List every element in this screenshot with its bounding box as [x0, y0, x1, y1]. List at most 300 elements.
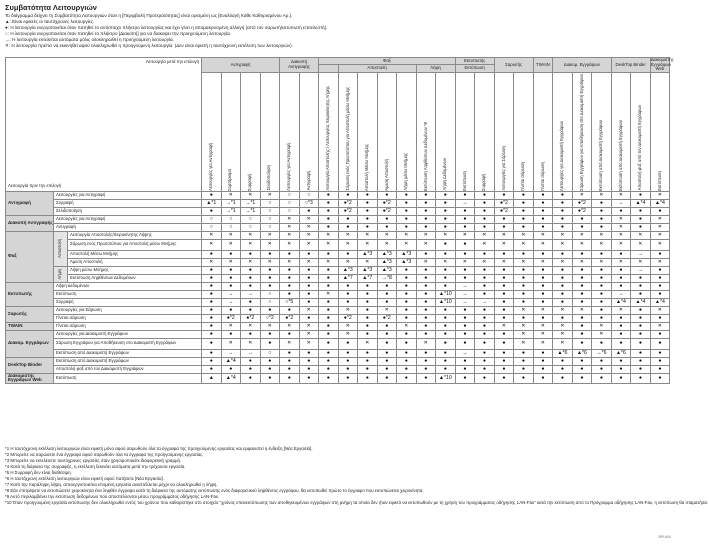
- compatibility-cell: ●: [533, 223, 553, 231]
- compatibility-cell: ✕: [650, 258, 670, 266]
- compatibility-cell: ●: [572, 357, 592, 365]
- column-header-label: Σάρωση Εγγράφου για Αποθήκευση στο Διακομιστή Εγγράφων: [578, 73, 584, 191]
- compatibility-cell: ●: [416, 365, 436, 373]
- compatibility-cell: ✕: [280, 231, 300, 239]
- table-row: [6, 290, 670, 298]
- compatibility-cell: ●: [455, 314, 475, 322]
- compatibility-cell: ✕: [553, 338, 573, 349]
- compatibility-cell: ●: [650, 314, 670, 322]
- compatibility-cell: ✕: [533, 239, 553, 250]
- compatibility-cell: ✕: [241, 191, 261, 199]
- compatibility-cell: ●: [650, 282, 670, 290]
- compatibility-cell: ●: [221, 250, 241, 258]
- compatibility-cell: ●: [514, 215, 534, 223]
- compatibility-cell: ●: [592, 290, 612, 298]
- legend-open-circle: ○: Η λειτουργία ενεργοποιείται όταν πατηθεί το πλήκτρο [Διακοπή] για να διακοψει την προηγούμενη λειτουργία.: [5, 31, 232, 37]
- compatibility-cell: ●: [358, 330, 378, 338]
- compatibility-cell: ●: [416, 290, 436, 298]
- compatibility-cell: ●: [475, 266, 495, 274]
- compatibility-cell: ●: [455, 250, 475, 258]
- compatibility-cell: ●: [202, 191, 222, 199]
- compatibility-cell: ●: [319, 349, 339, 357]
- compatibility-cell: ●: [358, 306, 378, 314]
- compatibility-cell: ▲*6: [611, 349, 631, 357]
- compatibility-cell: ●: [514, 191, 534, 199]
- compatibility-cell: ●: [377, 357, 397, 365]
- compatibility-cell: ✕: [241, 338, 261, 349]
- column-header-label: Λειτουργία Αποστολής / Λειτουργίας Χειροκίνητης Λήψης: [325, 86, 330, 191]
- column-subgroup-header: Λήψη: [416, 65, 455, 72]
- compatibility-cell: ●: [260, 365, 280, 373]
- column-header-label: Συρραφή: [246, 173, 252, 191]
- compatibility-cell: ●: [436, 207, 456, 215]
- footnote: *5 Η Συρραφή δεν είναι διαθέσιμη.: [5, 470, 72, 475]
- compatibility-cell: ●: [436, 338, 456, 349]
- compatibility-cell: ●: [611, 266, 631, 274]
- compatibility-cell: ●: [280, 365, 300, 373]
- compatibility-cell: ●: [514, 373, 534, 383]
- footnote: *2 Μπορείτε να σαρώσετε ένα έγγραφο αφού σαρωθούν όλα τα έγγραφα της προηγούμενης εργασίας.: [5, 452, 204, 457]
- compatibility-cell: ●: [572, 274, 592, 282]
- compatibility-cell: ✕: [280, 258, 300, 266]
- compatibility-cell: ●: [631, 191, 651, 199]
- compatibility-cell: ○: [299, 191, 319, 199]
- compatibility-cell: ●: [436, 266, 456, 274]
- compatibility-cell: ✕: [202, 231, 222, 239]
- compatibility-cell: ●: [397, 298, 417, 306]
- compatibility-cell: ●: [416, 215, 436, 223]
- compatibility-cell: ●: [475, 191, 495, 199]
- compatibility-cell: ●: [280, 306, 300, 314]
- row-label: Εκτύπωση Ληφθέντων Δεδομένων: [68, 274, 202, 282]
- compatibility-cell: ●: [241, 306, 261, 314]
- column-group-header: Διακομ. Εγγράφων: [553, 58, 612, 73]
- compatibility-cell: ✕: [553, 330, 573, 338]
- column-header: [319, 72, 339, 191]
- row-label: Αντιγραφή: [54, 223, 202, 231]
- column-header: [533, 72, 553, 191]
- compatibility-cell: ●: [416, 306, 436, 314]
- row-label: Αποστολή φαξ από τον Διακομιστή Εγγράφων: [54, 365, 202, 373]
- compatibility-cell: ●: [553, 314, 573, 322]
- compatibility-cell: ●: [221, 365, 241, 373]
- compatibility-cell: ✕: [494, 239, 514, 250]
- legend-cross: ✕: Η λειτουργία πρέπει να εκκινηθεί αφού ολοκληρωθεί η προηγούμενη λειτουργία. (Δεν είναι εφικτή η ταυτόχρονη εκτέλεση των λειτουργιών).: [5, 43, 293, 49]
- compatibility-cell: ●: [553, 282, 573, 290]
- before-label: Λειτουργία πριν την επιλογή: [8, 183, 62, 189]
- compatibility-cell: ✕: [280, 215, 300, 223]
- compatibility-cell: ●: [611, 338, 631, 349]
- compatibility-cell: ●: [299, 282, 319, 290]
- compatibility-cell: ✕: [553, 306, 573, 314]
- column-group-header: Σαρωτής: [494, 58, 533, 73]
- column-header: [397, 72, 417, 191]
- compatibility-cell: ▲*3: [377, 258, 397, 266]
- compatibility-cell: ●: [416, 373, 436, 383]
- compatibility-cell: ✕: [377, 306, 397, 314]
- compatibility-cell: →: [631, 250, 651, 258]
- compatibility-cell: ✕: [572, 239, 592, 250]
- compatibility-cell: ●: [494, 274, 514, 282]
- column-header-label: Λειτουργίες για Αντιγραφή: [207, 142, 213, 191]
- compatibility-cell: ●: [241, 365, 261, 373]
- compatibility-cell: ●: [338, 373, 358, 383]
- compatibility-cell: ●: [631, 215, 651, 223]
- compatibility-cell: ●: [338, 357, 358, 365]
- compatibility-cell: ●: [338, 250, 358, 258]
- compatibility-cell: ●: [611, 365, 631, 373]
- compatibility-cell: ●: [241, 357, 261, 365]
- compatibility-cell: ●: [319, 338, 339, 349]
- compatibility-cell: ✕: [416, 338, 436, 349]
- compatibility-cell: ●: [631, 306, 651, 314]
- compatibility-cell: ✕: [592, 231, 612, 239]
- compatibility-cell: ●: [416, 322, 436, 330]
- compatibility-cell: ●: [631, 207, 651, 215]
- compatibility-cell: ●: [514, 266, 534, 274]
- compatibility-cell: ●: [377, 330, 397, 338]
- row-label: Γίνεται σάρωση: [54, 314, 202, 322]
- compatibility-cell: ○: [202, 223, 222, 231]
- compatibility-cell: ●: [338, 349, 358, 357]
- compatibility-cell: ●: [241, 250, 261, 258]
- compatibility-cell: ●: [514, 199, 534, 207]
- compatibility-cell: ●: [397, 207, 417, 215]
- compatibility-cell: ●: [202, 330, 222, 338]
- compatibility-cell: ●: [358, 215, 378, 223]
- compatibility-cell: ●: [338, 223, 358, 231]
- compatibility-cell: ●: [494, 306, 514, 314]
- compatibility-cell: ✕: [611, 223, 631, 231]
- column-header: [553, 72, 573, 191]
- compatibility-cell: ○*3: [299, 199, 319, 207]
- compatibility-cell: ✕: [319, 290, 339, 298]
- row-label: Λήψη Δεδομένων: [54, 282, 202, 290]
- compatibility-cell: ✕: [358, 239, 378, 250]
- compatibility-cell: ✕: [611, 306, 631, 314]
- compatibility-cell: ●*2: [338, 314, 358, 322]
- compatibility-cell: ✕: [514, 322, 534, 330]
- compatibility-cell: ●: [475, 322, 495, 330]
- table-row: [6, 306, 670, 314]
- row-label: Εκτύπωση από Διακομιστή Εγγράφων: [54, 349, 202, 357]
- compatibility-cell: ●: [260, 250, 280, 258]
- compatibility-cell: ●: [319, 191, 339, 199]
- compatibility-cell: ✕: [553, 231, 573, 239]
- column-header: [221, 72, 241, 191]
- compatibility-cell: ▲*4: [631, 199, 651, 207]
- compatibility-cell: ●: [397, 199, 417, 207]
- compatibility-cell: ▲*4: [221, 357, 241, 365]
- compatibility-cell: ✕: [319, 231, 339, 239]
- compatibility-cell: ●: [631, 338, 651, 349]
- compatibility-cell: ●: [572, 330, 592, 338]
- column-header-label: Σορτάρισμα: [227, 168, 233, 191]
- compatibility-cell: ✕: [592, 191, 612, 199]
- table-row: [6, 349, 670, 357]
- compatibility-cell: ✕: [221, 258, 241, 266]
- column-subgroup-header: [319, 65, 339, 72]
- compatibility-cell: ●: [358, 357, 378, 365]
- compatibility-cell: ●*2: [572, 207, 592, 215]
- compatibility-cell: ●: [533, 191, 553, 199]
- compatibility-cell: ✕: [611, 215, 631, 223]
- column-header: [338, 72, 358, 191]
- table-row: [6, 330, 670, 338]
- compatibility-cell: ✕: [299, 231, 319, 239]
- compatibility-cell: ●: [436, 330, 456, 338]
- compatibility-cell: ●: [280, 349, 300, 357]
- table-row: [6, 223, 670, 231]
- compatibility-cell: ▲*3: [397, 250, 417, 258]
- compatibility-cell: ●: [280, 290, 300, 298]
- row-group-header: Εκτυπωτής: [6, 282, 54, 306]
- column-header: [202, 72, 222, 191]
- compatibility-cell: ✕: [338, 239, 358, 250]
- compatibility-cell: ●: [533, 274, 553, 282]
- compatibility-cell: ●: [650, 373, 670, 383]
- compatibility-cell: ●: [319, 199, 339, 207]
- compatibility-cell: ●: [611, 282, 631, 290]
- compatibility-cell: ●: [572, 314, 592, 322]
- compatibility-cell: ○: [260, 215, 280, 223]
- compatibility-cell: ●: [397, 290, 417, 298]
- compatibility-cell: ●: [611, 322, 631, 330]
- compatibility-cell: ✕: [221, 322, 241, 330]
- compatibility-cell: ○: [280, 207, 300, 215]
- compatibility-cell: ●: [475, 250, 495, 258]
- compatibility-cell: ●: [611, 357, 631, 365]
- column-header-label: Συρραφή: [481, 173, 487, 191]
- column-header-label: Αποστολή φαξ από τον Διακομιστή Εγγράφων: [637, 105, 643, 191]
- compatibility-cell: ●: [319, 274, 339, 282]
- compatibility-cell: ✕: [631, 231, 651, 239]
- column-header: [650, 72, 670, 191]
- compatibility-cell: ●: [260, 306, 280, 314]
- compatibility-cell: ✕: [280, 338, 300, 349]
- compatibility-cell: ●: [475, 338, 495, 349]
- column-header-label: Σελιδοποίηση: [266, 165, 272, 191]
- column-header-label: Εκτύπωση Ληφθέντων Δεδομένων *8: [422, 121, 428, 191]
- table-row: [6, 199, 670, 207]
- compatibility-cell: ●: [358, 349, 378, 357]
- compatibility-cell: ●: [416, 191, 436, 199]
- compatibility-cell: ●: [514, 207, 534, 215]
- compatibility-cell: ✕: [533, 231, 553, 239]
- compatibility-cell: ●: [572, 290, 592, 298]
- compatibility-cell: ✕: [475, 231, 495, 239]
- compatibility-cell: ●: [202, 290, 222, 298]
- compatibility-cell: →: [475, 298, 495, 306]
- compatibility-cell: ●: [631, 274, 651, 282]
- compatibility-cell: ✕: [416, 258, 436, 266]
- compatibility-cell: ●: [553, 290, 573, 298]
- compatibility-cell: ●: [241, 330, 261, 338]
- compatibility-cell: ○: [260, 199, 280, 207]
- column-group-header: Εκτυπωτής: [455, 58, 494, 65]
- compatibility-cell: ●: [202, 298, 222, 306]
- compatibility-cell: ✕: [397, 231, 417, 239]
- compatibility-cell: ●: [494, 373, 514, 383]
- compatibility-cell: →*1: [221, 199, 241, 207]
- compatibility-cell: →: [455, 199, 475, 207]
- compatibility-cell: ✕: [436, 231, 456, 239]
- compatibility-cell: ▲*4: [650, 199, 670, 207]
- compatibility-cell: ●: [494, 338, 514, 349]
- compatibility-cell: ●: [631, 349, 651, 357]
- column-header: [416, 72, 436, 191]
- compatibility-cell: ▲*3: [377, 266, 397, 274]
- compatibility-cell: ▲*10: [436, 290, 456, 298]
- compatibility-cell: ●: [553, 357, 573, 365]
- compatibility-cell: ●: [319, 282, 339, 290]
- compatibility-cell: ●: [572, 223, 592, 231]
- compatibility-cell: ●: [592, 314, 612, 322]
- column-header-label: Αντιγραφή: [305, 171, 311, 191]
- compatibility-cell: ●: [533, 298, 553, 306]
- footnote: *8 Εάν επιτρέψετε να εκτυπώσετε χειροκίνητα ένα ληφθέν έγγραφο κατά τη διάρκεια της αυτόματης εκτύπωσης ενός διαφορετικού ληφθέντος εγγράφου, θα εκτυπωθεί πρώτο το έγγραφο που εκτυπώνεται χειροκίνητα.: [5, 488, 424, 493]
- compatibility-cell: ▲*10: [436, 298, 456, 306]
- compatibility-cell: ✕: [358, 258, 378, 266]
- compatibility-cell: ●: [377, 298, 397, 306]
- compatibility-cell: ●: [650, 250, 670, 258]
- compatibility-cell: ●: [592, 207, 612, 215]
- table-row: [6, 266, 670, 274]
- compatibility-cell: ✕: [260, 239, 280, 250]
- compatibility-cell: ●: [319, 322, 339, 330]
- compatibility-cell: ●: [475, 199, 495, 207]
- footnote: *3 Μπορείτε να εκτελέσετε ταυτόχρονες εργασίες όταν χρησιμοποιείτε διαφορετική γραμμή.: [5, 458, 182, 463]
- compatibility-cell: ▲*3: [358, 250, 378, 258]
- column-header-label: Αποστολή Μέσω Μνήμης: [364, 143, 369, 191]
- compatibility-cell: ✕: [514, 239, 534, 250]
- compatibility-cell: ✕: [416, 239, 436, 250]
- row-label: Σάρωση ενός Πρωτοτύπου για Αποστολή μέσω Μνήμης: [68, 239, 202, 250]
- compatibility-cell: ✕: [241, 322, 261, 330]
- compatibility-cell: ✕: [299, 306, 319, 314]
- compatibility-cell: ●: [592, 306, 612, 314]
- compatibility-cell: ●: [592, 223, 612, 231]
- compatibility-cell: ●: [475, 373, 495, 383]
- compatibility-cell: ●: [377, 191, 397, 199]
- row-subgroup-header: [54, 266, 68, 282]
- compatibility-cell: ●: [319, 373, 339, 383]
- compatibility-cell: ✕: [631, 239, 651, 250]
- compatibility-cell: ✕: [241, 231, 261, 239]
- compatibility-cell: ●: [299, 298, 319, 306]
- compatibility-cell: ✕: [338, 258, 358, 266]
- compatibility-cell: ●: [631, 223, 651, 231]
- compatibility-cell: ●: [631, 314, 651, 322]
- compatibility-cell: →: [611, 199, 631, 207]
- compatibility-cell: ●: [319, 266, 339, 274]
- compatibility-cell: ●: [319, 314, 339, 322]
- compatibility-cell: ○: [260, 349, 280, 357]
- compatibility-cell: ●: [299, 290, 319, 298]
- compatibility-cell: ✕: [221, 231, 241, 239]
- compatibility-cell: ●: [592, 250, 612, 258]
- compatibility-cell: ●: [553, 373, 573, 383]
- row-label: Σάρωση Εγγράφου για Αποθήκευση στο Διακομιστή Εγγράφων: [54, 338, 202, 349]
- compatibility-cell: ●: [455, 365, 475, 373]
- compatibility-cell: ●: [650, 349, 670, 357]
- compatibility-cell: ✕: [202, 239, 222, 250]
- compatibility-cell: ●: [553, 250, 573, 258]
- compatibility-cell: ▲*6: [572, 349, 592, 357]
- compatibility-cell: ●: [202, 250, 222, 258]
- compatibility-cell: ●: [397, 365, 417, 373]
- row-label: Λήψη μέσω Μνήμης: [68, 266, 202, 274]
- compatibility-cell: ●: [202, 306, 222, 314]
- compatibility-cell: →*1: [241, 199, 261, 207]
- compatibility-cell: ▲: [202, 373, 222, 383]
- compatibility-cell: ●: [299, 266, 319, 274]
- compatibility-cell: ●: [650, 207, 670, 215]
- table-row: [6, 338, 670, 349]
- compatibility-cell: ●: [475, 215, 495, 223]
- compatibility-cell: ○: [280, 199, 300, 207]
- compatibility-cell: ●: [631, 290, 651, 298]
- compatibility-cell: ●: [475, 290, 495, 298]
- compatibility-cell: ●: [533, 199, 553, 207]
- compatibility-cell: ●: [650, 365, 670, 373]
- column-subgroup-header: Εκτύπωση: [455, 65, 494, 72]
- compatibility-cell: ✕: [260, 231, 280, 239]
- legend-arrow: →: Η λειτουργία εκτελείται αυτόματα μόλις ολοκληρωθεί η προηγούμενη λειτουργία.: [5, 37, 174, 43]
- compatibility-cell: ✕: [299, 258, 319, 266]
- compatibility-cell: ▲*3: [358, 266, 378, 274]
- compatibility-cell: ●*2: [377, 199, 397, 207]
- compatibility-cell: ●: [338, 282, 358, 290]
- compatibility-cell: ●: [202, 207, 222, 215]
- row-label: Εκτύπωση: [54, 373, 202, 383]
- compatibility-cell: ○: [260, 207, 280, 215]
- column-header: [611, 72, 631, 191]
- legend-triangle: ▲: Είναι εφικτές οι ταυτόχρονες λειτουργίες.: [5, 19, 95, 25]
- compatibility-cell: ●: [455, 239, 475, 250]
- compatibility-cell: ●: [494, 215, 514, 223]
- compatibility-cell: ✕: [592, 239, 612, 250]
- compatibility-cell: ●*2: [241, 314, 261, 322]
- compatibility-cell: ●: [338, 338, 358, 349]
- compatibility-cell: ●: [572, 215, 592, 223]
- compatibility-cell: ✕: [592, 322, 612, 330]
- compatibility-cell: ●: [358, 314, 378, 322]
- compatibility-cell: ●: [475, 330, 495, 338]
- compatibility-cell: ●: [358, 282, 378, 290]
- compatibility-cell: ●: [553, 266, 573, 274]
- compatibility-cell: ✕: [494, 322, 514, 330]
- compatibility-cell: ✕: [221, 191, 241, 199]
- compatibility-cell: ●: [299, 357, 319, 365]
- compatibility-cell: ●*2: [494, 207, 514, 215]
- compatibility-cell: ●: [377, 373, 397, 383]
- table-row: [6, 314, 670, 322]
- compatibility-cell: ●: [319, 223, 339, 231]
- compatibility-cell: ●: [436, 239, 456, 250]
- row-label: Συρραφή: [54, 298, 202, 306]
- compatibility-cell: ●: [553, 215, 573, 223]
- compatibility-cell: ●: [280, 250, 300, 258]
- compatibility-cell: ●: [553, 223, 573, 231]
- table-row: [6, 322, 670, 330]
- compatibility-cell: ●: [455, 322, 475, 330]
- column-header: [241, 72, 261, 191]
- table-row: [6, 250, 670, 258]
- compatibility-cell: ▲*7: [358, 274, 378, 282]
- compatibility-cell: ●: [533, 349, 553, 357]
- compatibility-cell: ●: [260, 266, 280, 274]
